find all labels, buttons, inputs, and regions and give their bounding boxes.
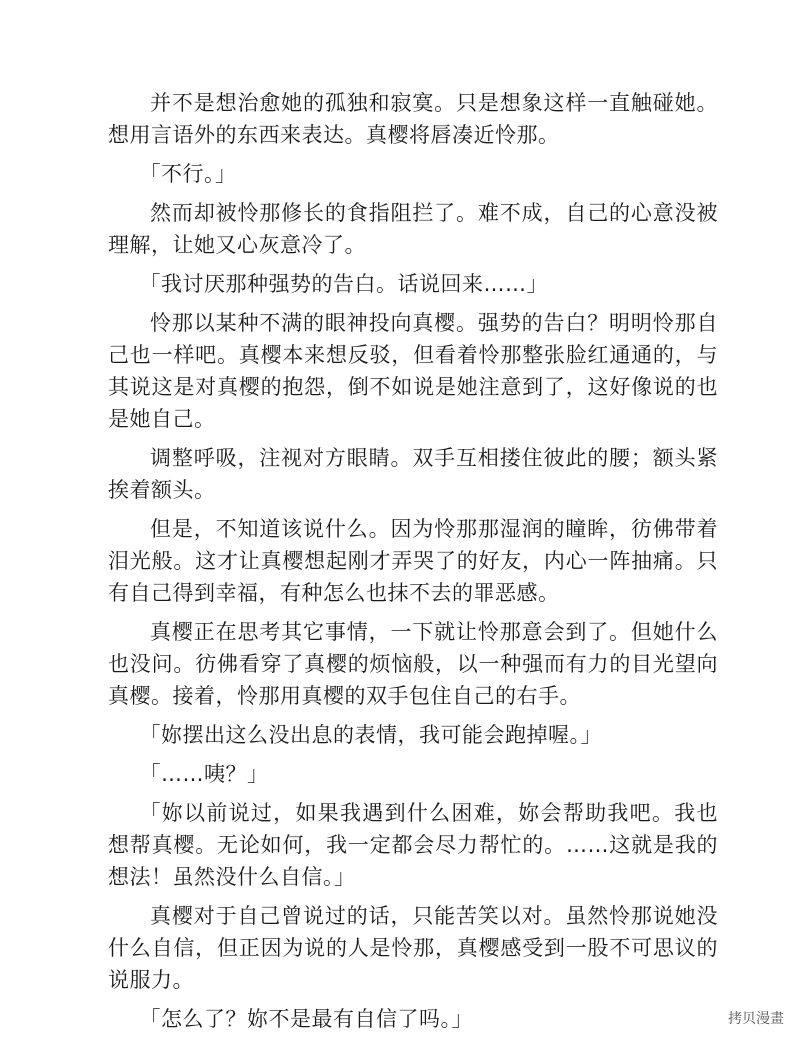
paragraph: 然而却被怜那修长的食指阻拦了。难不成，自己的心意没被理解，让她又心灰意冷了。: [108, 201, 718, 257]
watermark-label: 拷贝漫畫: [724, 1006, 788, 1030]
dialog-line: 「不行。」: [139, 162, 237, 186]
novel-page: [108, 87, 718, 1042]
dialog-line: 「妳摆出这么没出息的表情，我可能会跑掉喔。」: [139, 723, 602, 747]
paragraph: 真樱正在思考其它事情，一下就让怜那意会到了。但她什么也没问。彷佛看穿了真樱的烦恼般，以一种强而有力的目光望向真樱。接着，怜那用真樱的双手包住自己的右手。: [108, 620, 718, 708]
paragraph: 怜那以某种不满的眼神投向真樱。强势的告白？明明怜那自己也一样吧。真樱本来想反驳，但看着怜那整张脸红通通的，与其说这是对真樱的抱怨，倒不如说是她注意到了，这好像说的也是她自己。: [108, 311, 718, 431]
paragraph: 真樱对于自己曾说过的话，只能苦笑以对。虽然怜那说她没什么自信，但正因为说的人是怜那，真樱感受到一股不可思议的说服力。: [108, 904, 718, 992]
paragraph: 但是，不知道该说什么。因为怜那那湿润的瞳眸，彷佛带着泪光般。这才让真樱想起刚才弄哭了的好友，内心一阵抽痛。只有自己得到幸福，有种怎么也抹不去的罪恶感。: [108, 517, 718, 605]
dialog-line: 「妳以前说过，如果我遇到什么困难，妳会帮助我吧。我也想帮真樱。无论如何，我一定都会尽力帮忙的。……这就是我的想法！虽然没什么自信。」: [108, 801, 718, 889]
dialog-line: 「……咦？」: [139, 762, 269, 786]
paragraph: 并不是想治愈她的孤独和寂寞。只是想象这样一直触碰她。想用言语外的东西来表达。真樱将唇凑近怜那。: [108, 91, 718, 147]
dialog-line: 「我讨厌那种强势的告白。话说回来……」: [139, 272, 548, 296]
dialog-line: 「怎么了？妳不是最有自信了吗。」: [139, 1007, 473, 1031]
paragraph: 调整呼吸，注视对方眼睛。双手互相搂住彼此的腰；额头紧挨着额头。: [108, 446, 718, 502]
